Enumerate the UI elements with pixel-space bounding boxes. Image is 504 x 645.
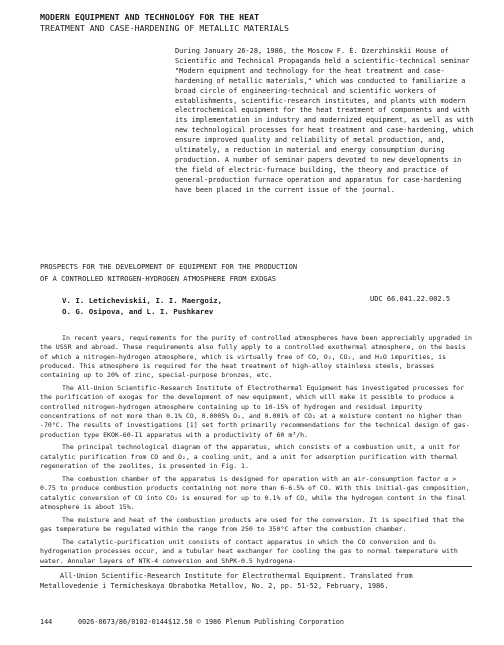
section-title-line2: TREATMENT AND CASE-HARDENING OF METALLIC MATERIALS — [40, 22, 289, 33]
body-paragraph: The combustion chamber of the apparatus is designed for operation with an air-consumption factor α > 0.75 to produce combustion products containing not more than 6-6.5% of CO. With this initial-gas composition, catalytic conversion of CO into CO₂ is ensured for up to 0.1% of CO, while the hydrogen content in the final atmosphere is about 15%. — [40, 474, 470, 511]
authors-line2: O. G. Osipova, and L. I. Pushkarev — [62, 307, 214, 317]
section-title-line1: MODERN EQUIPMENT AND TECHNOLOGY FOR THE HEAT — [40, 12, 260, 22]
article-title-line2: OF A CONTROLLED NITROGEN-HYDROGEN ATMOSPHERE FROM EXOGAS — [40, 274, 277, 283]
authors-line1: V. I. Leticheviskii, I. I. Maergoiz, — [62, 296, 223, 305]
seminar-intro-paragraph: During January 26-28, 1986, the Moscow F. É. Dzerzhinskii House of Scientific and Technical Propaganda held a scientific-technical seminar "Modern equipment and technology for the heat treatment and case-hardening of metallic materials," which was conducted to familiarize a broad circle of engineering-technical and scientific workers of establishments, scientific-research institutes, and plants with modern electrochemical equipment for the heat treatment of components and with its implementation in industry and modernized equipment, as well as with new technological processes for heat treatment and case-hardening, which ensure improved quality and reliability of metal production, and, ultimately, a reduction in material and energy consumption during production. A number of seminar papers devoted to new developments in the field of electric-furnace building, the theory and practice of general-production furnace operation and apparatus for case-hardening have been placed in the current issue of the journal. — [175, 47, 474, 194]
body-paragraph: The catalytic-purification unit consists of contact apparatus in which the CO conversion and O₂ hydrogenation processes occur, and a tubular heat exchanger for cooling the gas to normal temperature with water. Annular layers of NTK-4 conversion and ShPK-0.5 hydrogena- — [40, 537, 458, 565]
section-title — [40, 12, 480, 33]
article-authors — [62, 295, 322, 317]
footnote-line2: Metallovedenie i Termicheskaya Obrabotka Metallov, No. 2, pp. 51-52, February, 1986. — [40, 582, 389, 590]
page-number: 144 — [40, 618, 53, 626]
udc-code: UDC 66.041.22.002.5 — [370, 295, 451, 303]
footnote — [40, 571, 480, 591]
footnote-line1: All-Union Scientific-Research Institute for Electrothermal Equipment. Translated from — [60, 572, 413, 580]
body-paragraph: The principal technological diagram of the apparatus, which consists of a combustion unit, a unit for catalytic purification from CO and O₂, a cooling unit, and a unit for adsorption purification with thermal regeneration of the zeolites, is presented in Fig. 1. — [40, 443, 461, 471]
article-body — [40, 334, 472, 569]
footnote-divider — [40, 566, 472, 567]
body-paragraph: The moisture and heat of the combustion products are used for the conversion. It is specified that the gas temperature be regulated within the range from 250 to 350°C after the combustion chamber. — [40, 515, 465, 534]
body-paragraph: The All-Union Scientific-Research Institute of Electrothermal Equipment has investigated processes for the purification of exogas for the development of new equipment, which will make it possible to produce a controlled nitrogen-hydrogen atmosphere containing up to 10-15% of hydrogen and residual impurity concentrations of not more than 0.1% CO, 0.0005% O₂, and 0.001% of CO₂ at a moisture content no higher than -70°C. The results of investigations [1] set forth primarily recommendations for the technical design of gas-production type EKOK-60-I1 apparatus with a productivity of 60 m³/h. — [40, 384, 470, 439]
article-title — [40, 262, 480, 285]
body-paragraph: In recent years, requirements for the purity of controlled atmospheres have been appreciably upgraded in the USSR and abroad. These requirements also fully apply to a controlled exothermal atmosphere, on the basis of which a nitrogen-hydrogen atmosphere, which is virtually free of CO, O₂, CO₂, and H₂O impurities, is produced. This atmosphere is required for the heat treatment of high-alloy stainless steels, brasses containing up to 20% of zinc, special-purpose bronzes, etc. — [40, 334, 472, 380]
article-title-line1: PROSPECTS FOR THE DEVELOPMENT OF EQUIPMENT FOR THE PRODUCTION — [40, 263, 298, 271]
copyright-line: 0026-0673/86/0102-0144$12.50 © 1986 Plenum Publishing Corporation — [78, 618, 344, 626]
